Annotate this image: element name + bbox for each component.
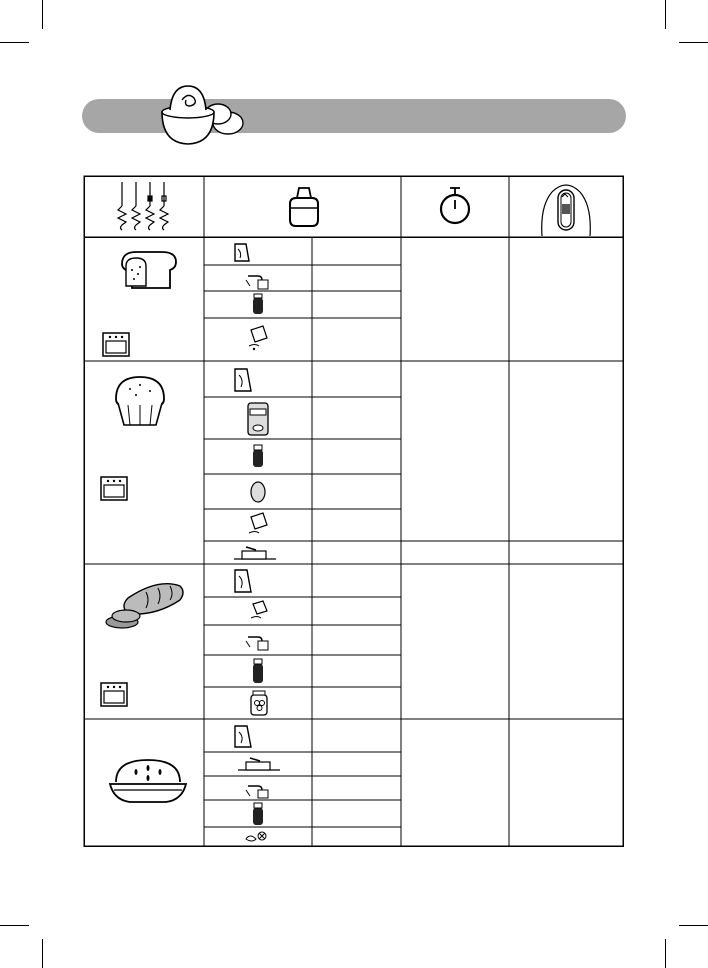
baguette-icon [100,578,186,634]
yeast-sachet-icon [247,599,269,623]
oven-icon [100,682,128,707]
stopwatch-timer-icon [436,186,474,226]
egg-yolk-icon [244,829,270,845]
butter-icon [236,754,282,774]
salt-shaker-icon [251,444,265,468]
flour-bag-icon [232,241,252,263]
weight-scale-icon [284,184,324,230]
pie-icon [108,756,188,806]
yeast-sachet-icon [245,324,269,352]
water-tap-icon [244,268,270,290]
egg-icon [249,478,267,504]
flour-bag-icon [232,366,254,394]
yeast-sachet-icon [245,511,269,539]
honey-jar-icon [248,689,270,717]
salt-shaker-icon [251,293,265,315]
water-tap-icon [244,629,270,651]
sugar-box-icon [246,401,270,437]
muffin-icon [110,373,170,429]
oven-icon [102,332,130,357]
oven-icon [100,476,128,501]
salt-shaker-icon [251,658,265,684]
bread-loaf-icon [116,246,180,292]
flour-bag-icon [232,723,254,750]
salt-shaker-icon [251,802,265,826]
butter-icon [232,543,278,563]
beater-attachments-icon [110,180,172,232]
flour-bag-icon [232,567,254,595]
mixer-speed-control-icon [536,178,596,236]
water-tap-icon [244,778,270,799]
